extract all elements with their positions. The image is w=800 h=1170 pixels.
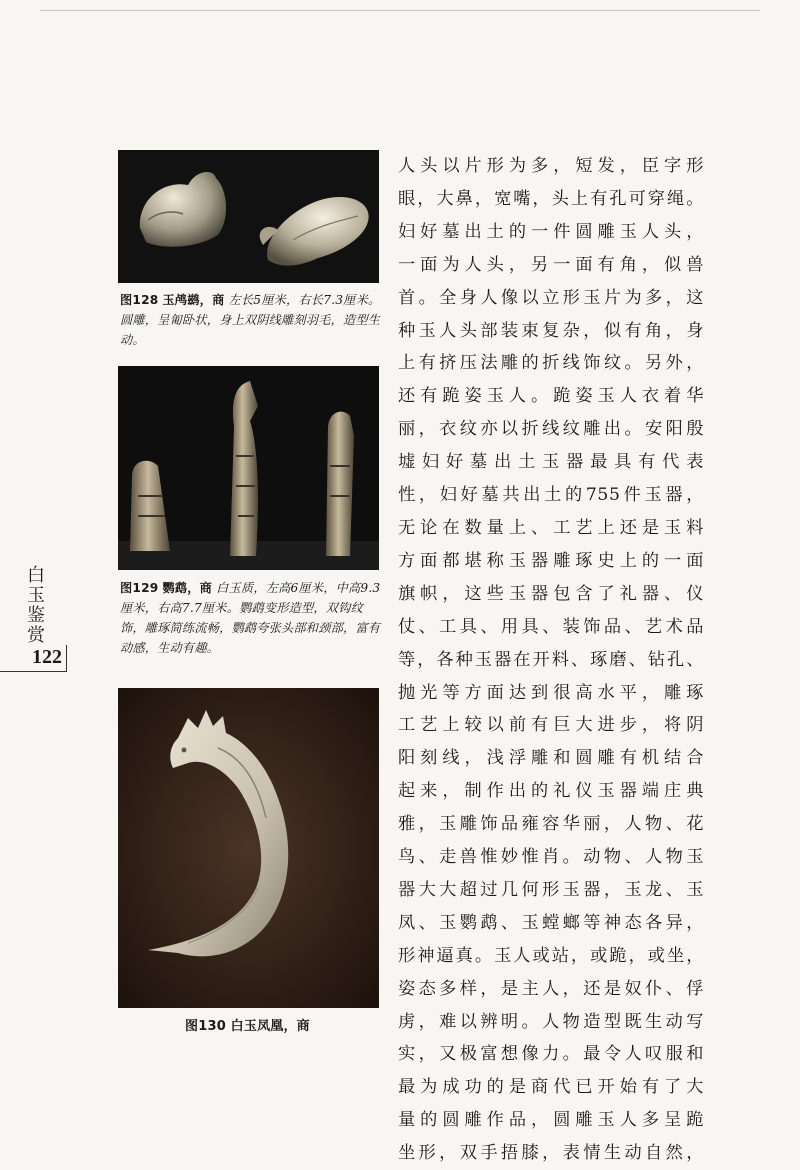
body-line: 人头以片形为多，短发，臣字形 bbox=[398, 156, 704, 176]
figure-128-title: 玉鸬鹚，商 bbox=[162, 293, 225, 307]
body-line: 雅，玉雕饰品雍容华丽，人物、花 bbox=[398, 814, 704, 835]
figure-128-caption bbox=[120, 290, 382, 350]
page-number-rule bbox=[0, 671, 66, 672]
body-line: 无论在数量上、工艺上还是玉料 bbox=[398, 517, 704, 538]
body-line: 起来，制作出的礼仪玉器端庄典 bbox=[398, 781, 704, 802]
figure-129-label: 图129 bbox=[120, 581, 159, 595]
body-line: 仗、工具、用具、装饰品、艺术品 bbox=[398, 616, 704, 637]
photo-jade-cormorants bbox=[118, 150, 379, 283]
body-line: 方面都堪称玉器雕琢史上的一面 bbox=[398, 550, 704, 571]
figure-128-description: 左长5厘米，右长7.3厘米。圆雕，呈匍卧状，身上双阴线雕刻羽毛，造型生动。 bbox=[120, 293, 381, 347]
body-line: 鸟、走兽惟妙惟肖。动物、人物玉 bbox=[398, 847, 704, 868]
body-line: 姿态多样，是主人，还是奴仆、俘 bbox=[398, 978, 704, 999]
body-line: 种玉人头部装束复杂，似有角，身 bbox=[398, 320, 704, 341]
body-line: 性，妇好墓共出土的755件玉器， bbox=[398, 485, 704, 506]
figure-130-label: 图130 bbox=[185, 1019, 226, 1034]
body-line: 还有跪姿玉人。跪姿玉人衣着华 bbox=[398, 386, 704, 407]
body-line: 丽，衣纹亦以折线纹雕出。安阳殷 bbox=[398, 419, 704, 440]
top-rule bbox=[40, 10, 760, 11]
body-line: 抛光等方面达到很高水平，雕琢 bbox=[398, 682, 704, 703]
body-line: 上有挤压法雕的折线饰纹。另外， bbox=[398, 353, 704, 374]
body-line: 等，各种玉器在开料、琢磨、钻孔、 bbox=[398, 649, 704, 670]
photo-jade-parrots bbox=[118, 366, 379, 570]
figure-128-label: 图128 bbox=[120, 293, 159, 307]
figure-130-title: 白玉凤凰，商 bbox=[230, 1019, 310, 1034]
body-line: 形神逼真。玉人或站，或跪，或坐， bbox=[398, 945, 704, 966]
figure-129-caption bbox=[120, 578, 382, 658]
body-line: 工艺上较以前有巨大进步，将阴 bbox=[398, 715, 704, 736]
body-line: 最为成功的是商代已开始有了大 bbox=[398, 1077, 704, 1098]
photo-white-jade-phoenix bbox=[118, 688, 379, 1008]
body-line: 坐形，双手捂膝，表情生动自然， bbox=[398, 1143, 704, 1164]
figure-129-title: 鹦鹉，商 bbox=[162, 581, 213, 595]
page-number-vrule bbox=[66, 645, 67, 672]
body-text bbox=[398, 150, 704, 1170]
figure-130-caption bbox=[185, 1017, 405, 1037]
book-title: 白玉鉴赏 bbox=[24, 565, 45, 645]
body-line: 墟妇好墓出土玉器最具有代表 bbox=[398, 452, 704, 473]
body-line: 妇好墓出土的一件圆雕玉人头， bbox=[398, 221, 704, 242]
page-number: 122 bbox=[32, 646, 62, 668]
body-line: 眼，大鼻，宽嘴，头上有孔可穿绳。 bbox=[398, 188, 704, 209]
body-line: 量的圆雕作品，圆雕玉人多呈跪 bbox=[398, 1110, 704, 1131]
body-line: 实，又极富想像力。最令人叹服和 bbox=[398, 1044, 704, 1065]
body-line: 凤、玉鹦鹉、玉螳螂等神态各异， bbox=[398, 912, 704, 933]
figure-129-description: 白玉质，左高6厘米，中高9.3厘米，右高7.7厘米。鹦鹉变形造型，双钩纹饰，雕琢简练流畅，鹦鹉夸张头部和颈部，富有动感，生动有趣。 bbox=[120, 581, 381, 655]
body-line: 阳刻线，浅浮雕和圆雕有机结合 bbox=[398, 748, 704, 769]
body-line: 首。全身人像以立形玉片为多，这 bbox=[398, 287, 704, 308]
body-line: 器大大超过几何形玉器，玉龙、玉 bbox=[398, 879, 704, 900]
body-line: 旗帜，这些玉器包含了礼器、仪 bbox=[398, 583, 704, 604]
body-line: 一面为人头，另一面有角，似兽 bbox=[398, 254, 704, 275]
body-line: 虏，难以辨明。人物造型既生动写 bbox=[398, 1011, 704, 1032]
